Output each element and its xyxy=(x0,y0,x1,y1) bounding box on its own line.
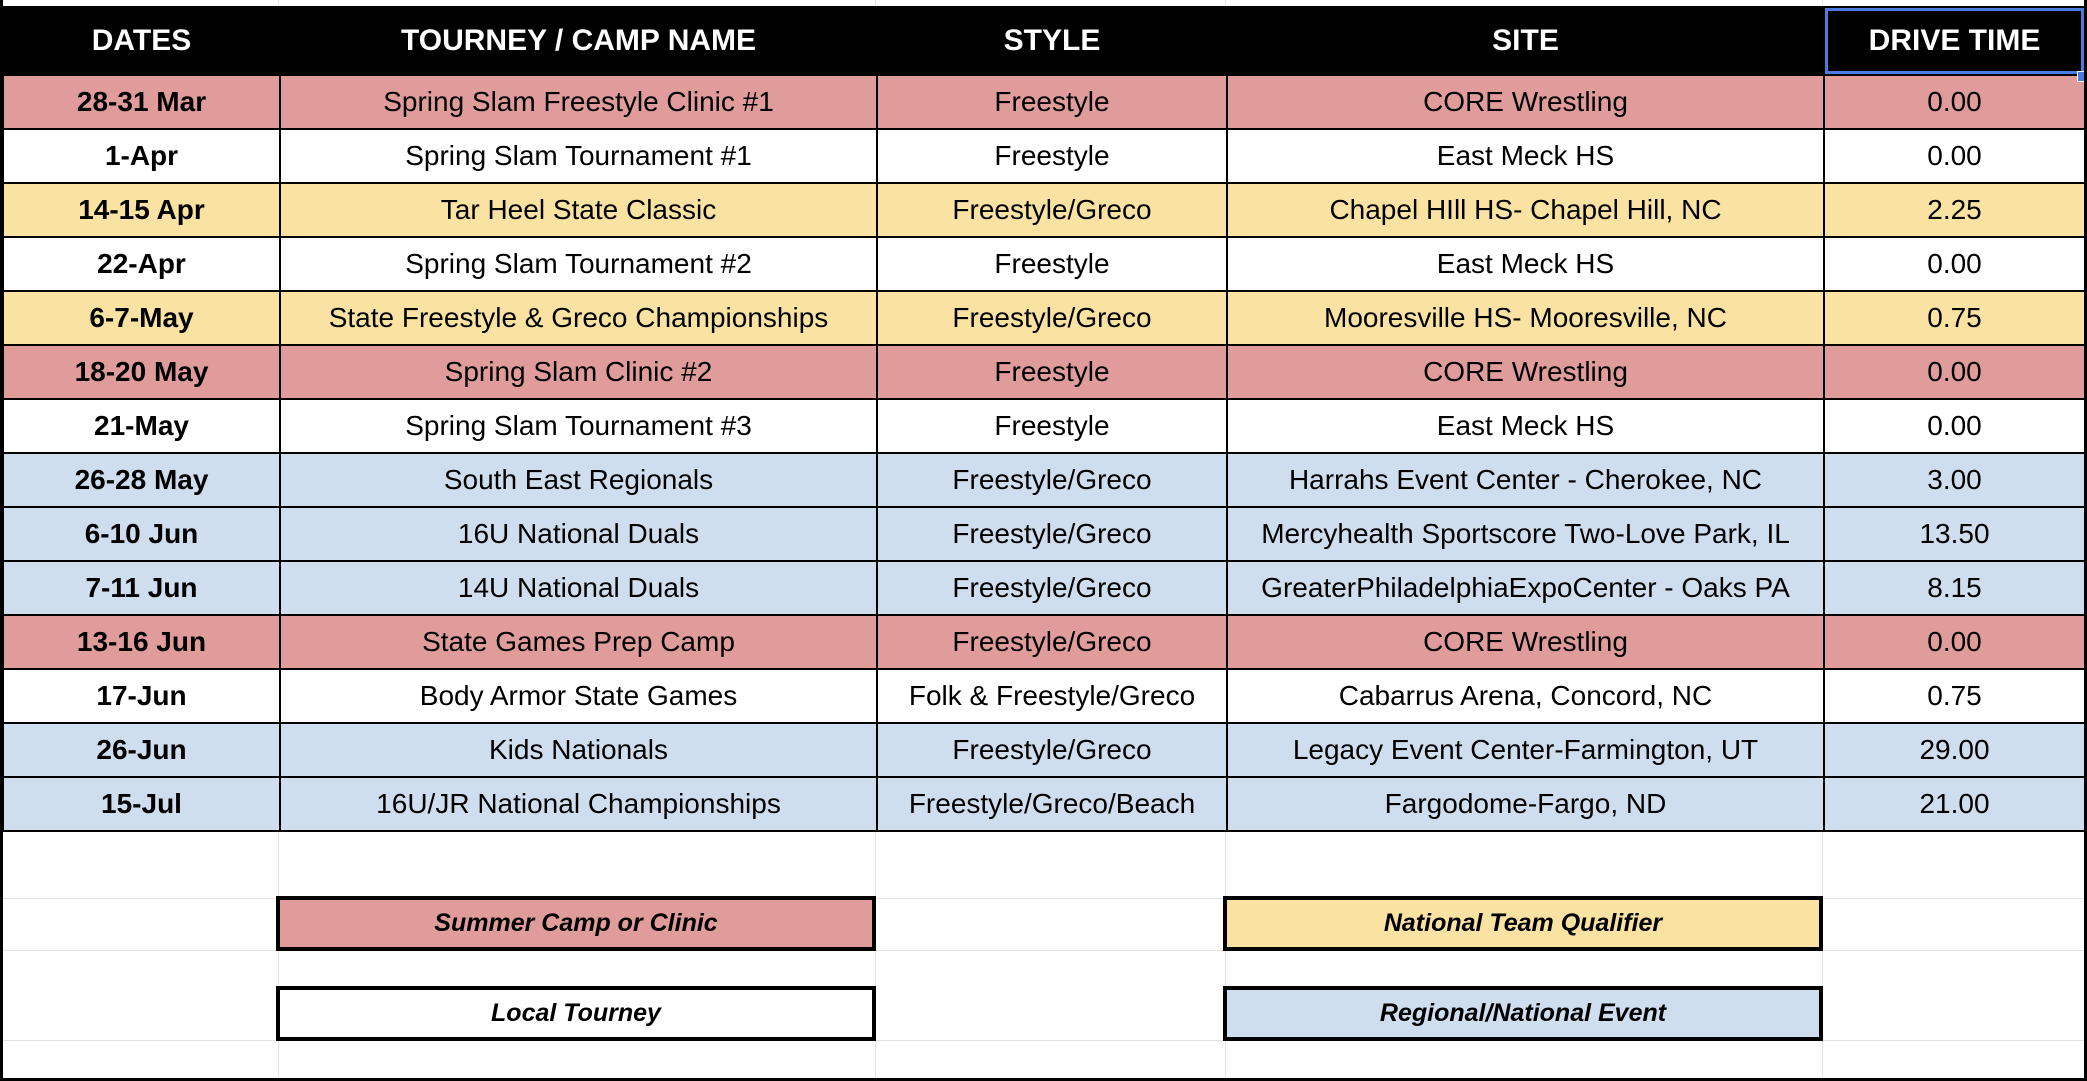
table-row xyxy=(3,777,2085,831)
name-cell[interactable]: Tar Heel State Classic xyxy=(280,183,877,237)
site-cell[interactable]: CORE Wrestling xyxy=(1227,615,1824,669)
date-cell[interactable]: 18-20 May xyxy=(3,345,280,399)
date-cell[interactable]: 7-11 Jun xyxy=(3,561,280,615)
style-cell[interactable]: Freestyle xyxy=(877,345,1227,399)
header-dates[interactable]: DATES xyxy=(3,7,280,75)
header-row xyxy=(3,7,2085,75)
date-cell[interactable]: 14-15 Apr xyxy=(3,183,280,237)
header-name[interactable]: TOURNEY / CAMP NAME xyxy=(280,7,877,75)
date-cell[interactable]: 28-31 Mar xyxy=(3,75,280,129)
drive-time-cell[interactable]: 0.00 xyxy=(1824,615,2085,669)
style-cell[interactable]: Freestyle/Greco xyxy=(877,615,1227,669)
selection-fill-handle[interactable] xyxy=(2077,71,2087,82)
date-cell[interactable]: 26-Jun xyxy=(3,723,280,777)
drive-time-cell[interactable]: 2.25 xyxy=(1824,183,2085,237)
drive-time-cell[interactable]: 0.00 xyxy=(1824,129,2085,183)
drive-time-cell[interactable]: 21.00 xyxy=(1824,777,2085,831)
site-cell[interactable]: East Meck HS xyxy=(1227,237,1824,291)
drive-time-cell[interactable]: 0.00 xyxy=(1824,345,2085,399)
date-cell[interactable]: 1-Apr xyxy=(3,129,280,183)
legend-camp: Summer Camp or Clinic xyxy=(276,896,876,951)
name-cell[interactable]: State Games Prep Camp xyxy=(280,615,877,669)
drive-time-cell[interactable]: 0.00 xyxy=(1824,237,2085,291)
date-cell[interactable]: 26-28 May xyxy=(3,453,280,507)
style-cell[interactable]: Folk & Freestyle/Greco xyxy=(877,669,1227,723)
drive-time-cell[interactable]: 0.00 xyxy=(1824,75,2085,129)
table-row xyxy=(3,723,2085,777)
name-cell[interactable]: 14U National Duals xyxy=(280,561,877,615)
site-cell[interactable]: Chapel HIll HS- Chapel Hill, NC xyxy=(1227,183,1824,237)
drive-time-cell[interactable]: 13.50 xyxy=(1824,507,2085,561)
table-row xyxy=(3,507,2085,561)
style-cell[interactable]: Freestyle/Greco/Beach xyxy=(877,777,1227,831)
site-cell[interactable]: CORE Wrestling xyxy=(1227,345,1824,399)
site-cell[interactable]: CORE Wrestling xyxy=(1227,75,1824,129)
style-cell[interactable]: Freestyle xyxy=(877,129,1227,183)
name-cell[interactable]: Body Armor State Games xyxy=(280,669,877,723)
schedule-table xyxy=(2,6,2086,832)
name-cell[interactable]: 16U National Duals xyxy=(280,507,877,561)
table-row xyxy=(3,561,2085,615)
drive-time-cell[interactable]: 8.15 xyxy=(1824,561,2085,615)
legend-qualifier: National Team Qualifier xyxy=(1223,896,1823,951)
site-cell[interactable]: Harrahs Event Center - Cherokee, NC xyxy=(1227,453,1824,507)
name-cell[interactable]: State Freestyle & Greco Championships xyxy=(280,291,877,345)
name-cell[interactable]: Spring Slam Clinic #2 xyxy=(280,345,877,399)
name-cell[interactable]: South East Regionals xyxy=(280,453,877,507)
legend-local: Local Tourney xyxy=(276,986,876,1041)
date-cell[interactable]: 15-Jul xyxy=(3,777,280,831)
name-cell[interactable]: Kids Nationals xyxy=(280,723,877,777)
legend-regional: Regional/National Event xyxy=(1223,986,1823,1041)
site-cell[interactable]: GreaterPhiladelphiaExpoCenter - Oaks PA xyxy=(1227,561,1824,615)
date-cell[interactable]: 21-May xyxy=(3,399,280,453)
date-cell[interactable]: 22-Apr xyxy=(3,237,280,291)
table-row xyxy=(3,615,2085,669)
table-row xyxy=(3,345,2085,399)
date-cell[interactable]: 6-7-May xyxy=(3,291,280,345)
drive-time-cell[interactable]: 29.00 xyxy=(1824,723,2085,777)
table-row xyxy=(3,399,2085,453)
site-cell[interactable]: Fargodome-Fargo, ND xyxy=(1227,777,1824,831)
table-row xyxy=(3,75,2085,129)
site-cell[interactable]: East Meck HS xyxy=(1227,399,1824,453)
site-cell[interactable]: Cabarrus Arena, Concord, NC xyxy=(1227,669,1824,723)
table-row xyxy=(3,129,2085,183)
drive-time-cell[interactable]: 0.00 xyxy=(1824,399,2085,453)
style-cell[interactable]: Freestyle/Greco xyxy=(877,183,1227,237)
style-cell[interactable]: Freestyle/Greco xyxy=(877,291,1227,345)
table-row xyxy=(3,291,2085,345)
style-cell[interactable]: Freestyle/Greco xyxy=(877,723,1227,777)
name-cell[interactable]: 16U/JR National Championships xyxy=(280,777,877,831)
date-cell[interactable]: 17-Jun xyxy=(3,669,280,723)
header-site[interactable]: SITE xyxy=(1227,7,1824,75)
site-cell[interactable]: Legacy Event Center-Farmington, UT xyxy=(1227,723,1824,777)
header-style[interactable]: STYLE xyxy=(877,7,1227,75)
style-cell[interactable]: Freestyle xyxy=(877,399,1227,453)
table-row xyxy=(3,669,2085,723)
style-cell[interactable]: Freestyle/Greco xyxy=(877,507,1227,561)
header-drive-time-selected[interactable]: DRIVE TIME xyxy=(1824,7,2085,75)
style-cell[interactable]: Freestyle xyxy=(877,75,1227,129)
date-cell[interactable]: 6-10 Jun xyxy=(3,507,280,561)
table-row xyxy=(3,237,2085,291)
drive-time-cell[interactable]: 0.75 xyxy=(1824,669,2085,723)
table-row xyxy=(3,183,2085,237)
drive-time-cell[interactable]: 3.00 xyxy=(1824,453,2085,507)
style-cell[interactable]: Freestyle/Greco xyxy=(877,453,1227,507)
table-row xyxy=(3,453,2085,507)
style-cell[interactable]: Freestyle/Greco xyxy=(877,561,1227,615)
site-cell[interactable]: Mercyhealth Sportscore Two-Love Park, IL xyxy=(1227,507,1824,561)
site-cell[interactable]: Mooresville HS- Mooresville, NC xyxy=(1227,291,1824,345)
date-cell[interactable]: 13-16 Jun xyxy=(3,615,280,669)
name-cell[interactable]: Spring Slam Tournament #2 xyxy=(280,237,877,291)
name-cell[interactable]: Spring Slam Tournament #1 xyxy=(280,129,877,183)
name-cell[interactable]: Spring Slam Freestyle Clinic #1 xyxy=(280,75,877,129)
drive-time-cell[interactable]: 0.75 xyxy=(1824,291,2085,345)
style-cell[interactable]: Freestyle xyxy=(877,237,1227,291)
name-cell[interactable]: Spring Slam Tournament #3 xyxy=(280,399,877,453)
site-cell[interactable]: East Meck HS xyxy=(1227,129,1824,183)
